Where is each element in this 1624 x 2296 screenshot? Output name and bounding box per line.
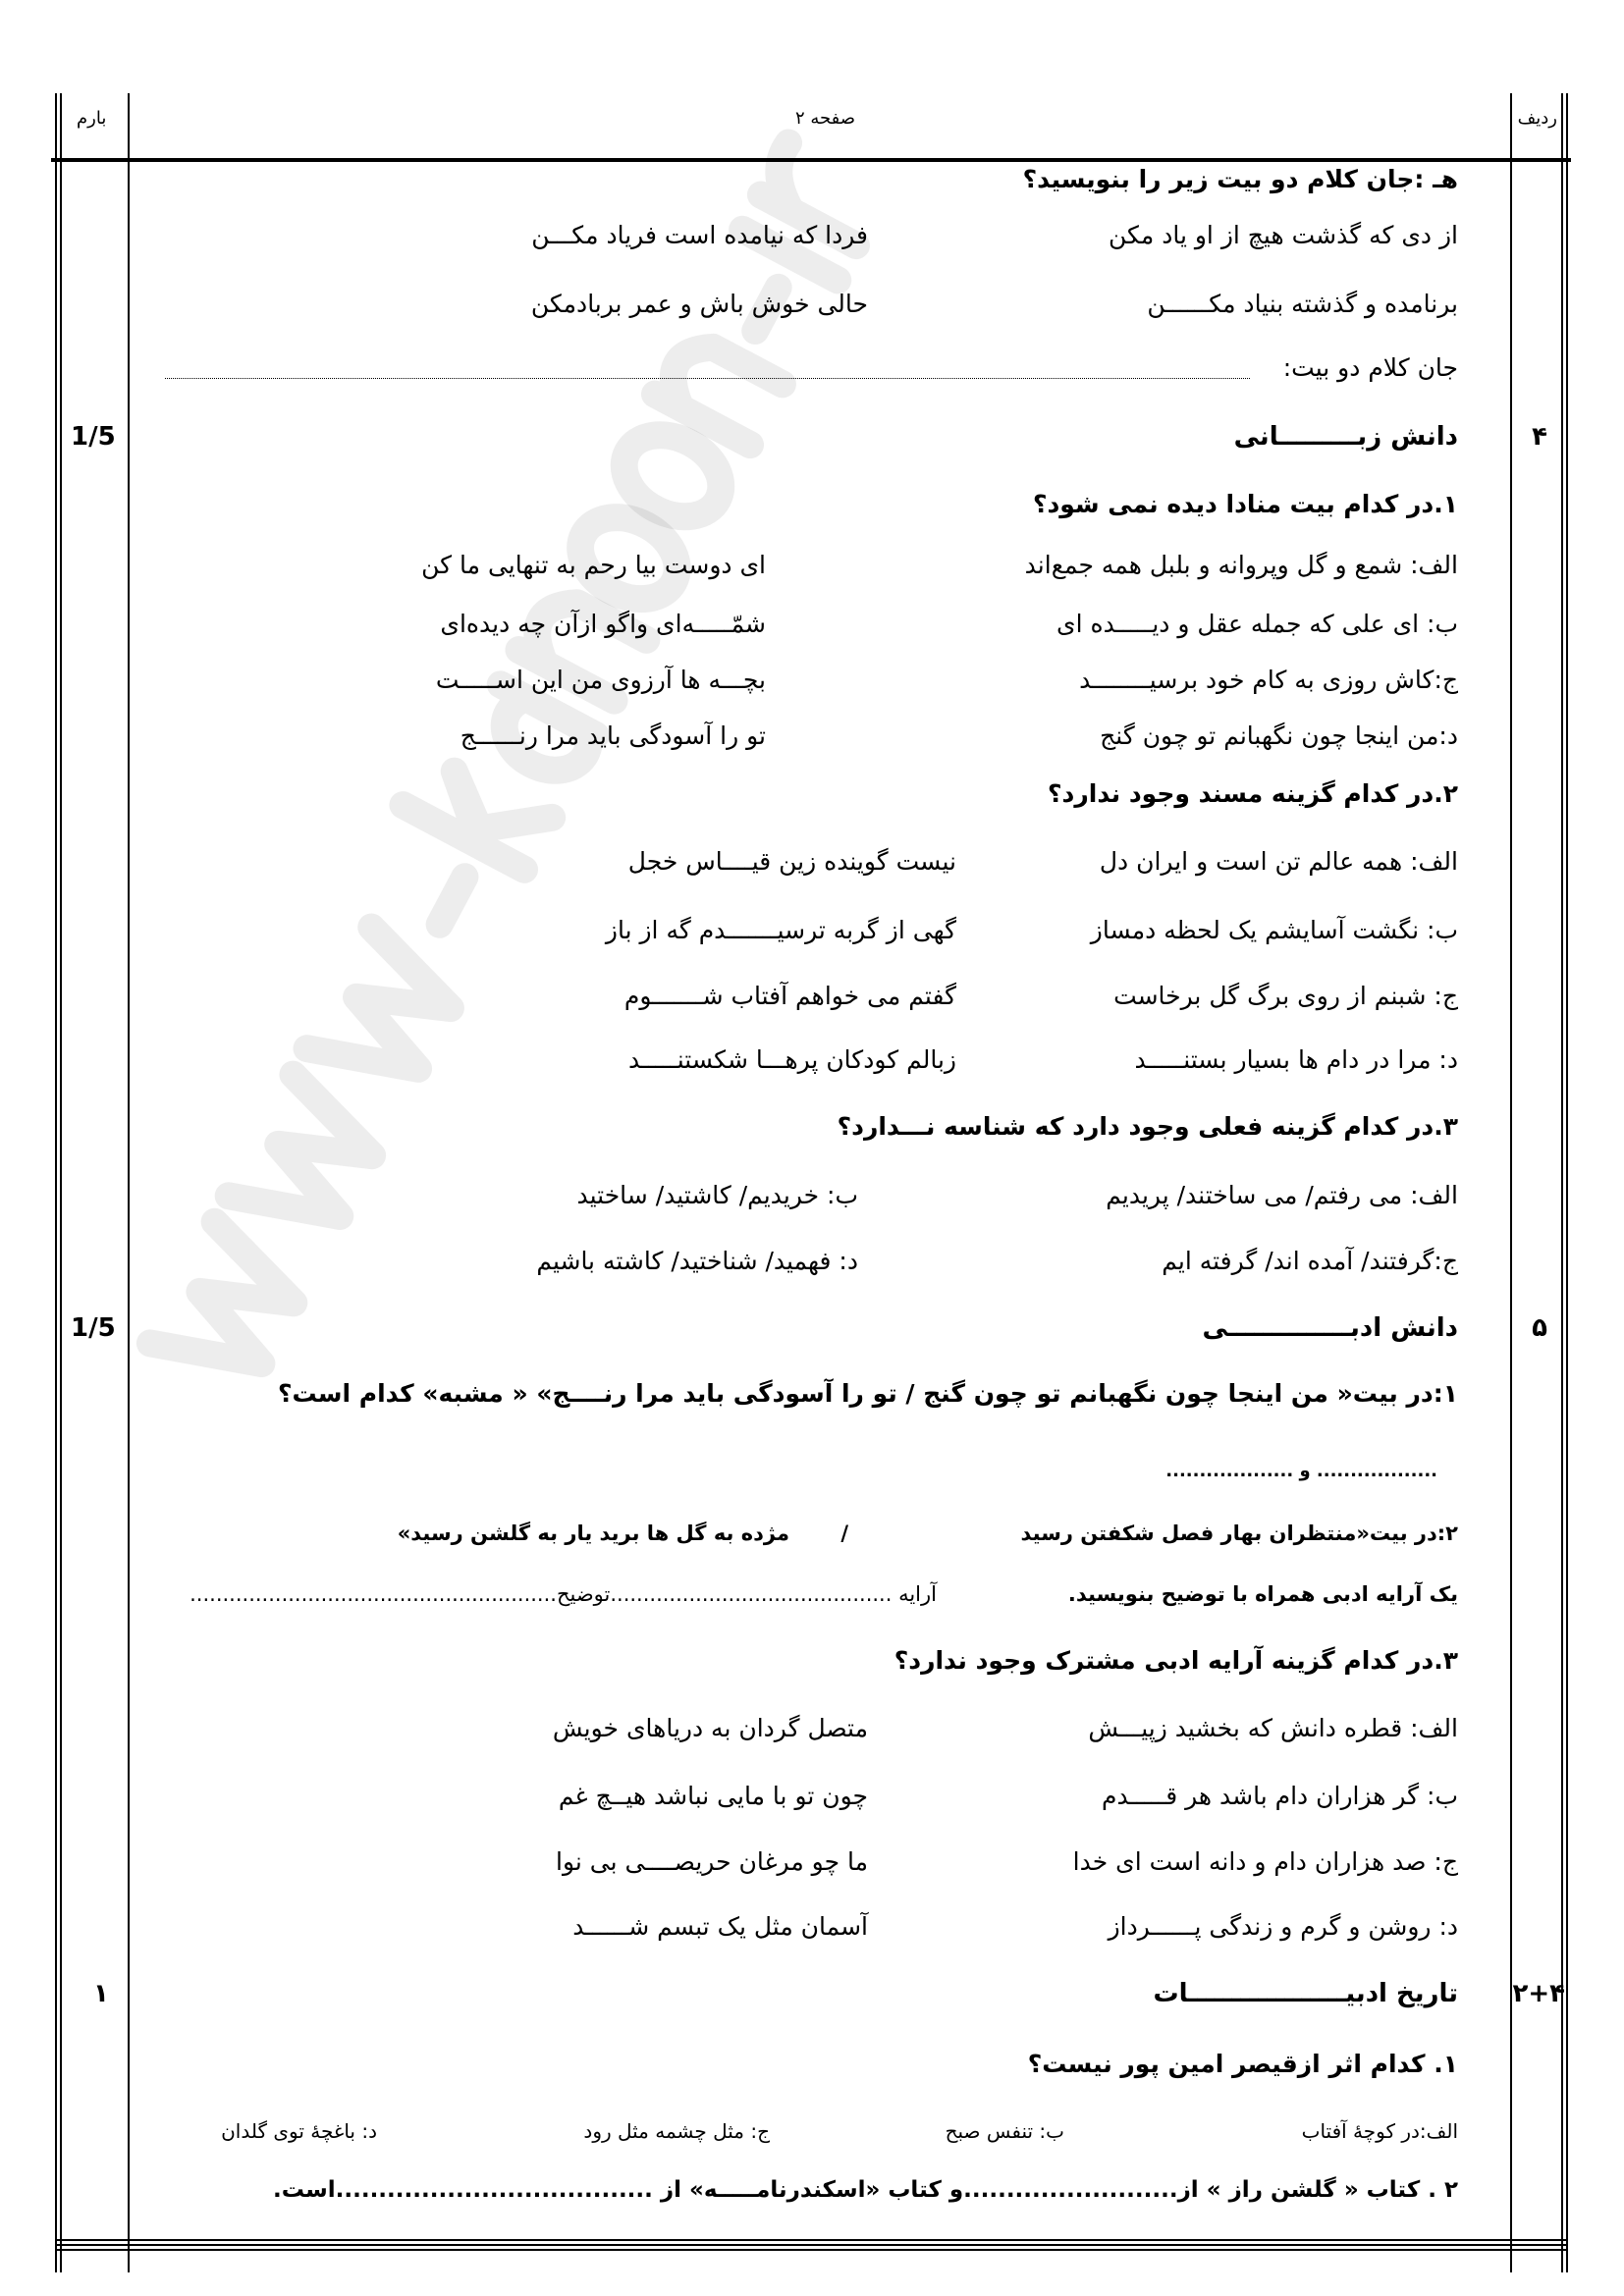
answer-label: جان کلام دو بیت:: [1282, 353, 1458, 382]
watermark-stroke-k: [403, 753, 552, 870]
verse-right: برنامده و گذشته بنیاد مکــــــن: [1147, 290, 1458, 318]
section-title: دانش ادبــــــــــــــی: [1202, 1313, 1458, 1343]
option-left: د: فهمید/ شناختید/ کاشته باشیم: [536, 1247, 858, 1275]
answer-fill[interactable]: آرایه ...........................................توضیح........................................................: [189, 1582, 937, 1606]
option-left: آسمان مثل یک تبسم شــــــد: [572, 1912, 868, 1941]
option-left: شمّـــــه‌ای واگو ازآن چه دیده‌ای: [440, 610, 766, 638]
option-c: ج: مثل چشمه مثل رود: [583, 2119, 770, 2143]
option-left: گهی از گربه ترسیـــــــدم گه از باز: [605, 916, 956, 944]
section-score: 1/5: [71, 1313, 116, 1343]
option-right: الف: شمع و گل وپروانه و بلبل همه جمع‌اند: [1024, 551, 1458, 579]
option-left: گفتم می خواهم آفتاب شـــــــوم: [623, 982, 956, 1010]
score-column-line: [128, 93, 130, 2272]
option-right: ج: شبنم از روی برگ گل برخاست: [1113, 982, 1458, 1010]
verse-left: فردا که نیامده است فریاد مکـــن: [531, 221, 868, 249]
frame-right-outer: [1561, 93, 1563, 2272]
option-left: ای دوست بیا رحم به تنهایی ما کن: [421, 551, 766, 579]
section-score: 1/5: [71, 422, 116, 452]
option-right: ب: گر هزاران دام باشد هر قـــــدم: [1102, 1782, 1458, 1810]
option-right: ج:کاش روزی به کام خود برسیــــــــد: [1079, 666, 1458, 694]
question: هـ :جان کلام دو بیت زیر را بنویسید؟: [1022, 165, 1458, 193]
watermark-stroke-w2: [229, 1075, 389, 1247]
question: ۲.در کدام گزینه مسند وجود ندارد؟: [1048, 779, 1458, 808]
option-right: الف: می رفتم/ می ساختند/ پریدیم: [1106, 1181, 1458, 1209]
option-b: ب: تنفس صبح: [945, 2119, 1064, 2143]
frame-right-outer2: [1566, 93, 1568, 2272]
option-right: ب: ای علی که جمله عقل و دیـــــده ای: [1056, 610, 1458, 638]
watermark-stroke-o2: [610, 419, 735, 533]
question: ۱. کدام اثر ازقیصر امین پور نیست؟: [1027, 2050, 1458, 2078]
row-column-header: ردیف: [1517, 108, 1557, 129]
verse-second-half: مژده به گل ها برید یار به گلشن رسید»: [397, 1522, 789, 1545]
section-row-number: ۵: [1532, 1313, 1547, 1343]
option-right: ج:گرفتند/ آمده اند/ گرفته ایم: [1162, 1247, 1458, 1275]
frame-left-outer2: [60, 93, 62, 2272]
section-row-number: ۲+۴: [1512, 1979, 1565, 2008]
option-left: تو را آسودگی باید مرا رنــــــج: [460, 721, 766, 750]
answer-dotted-line[interactable]: [165, 378, 1250, 379]
option-d: د: باغچهٔ توی گلدان: [221, 2119, 377, 2143]
verse-left: حالی خوش باش و عمر بربادمکن: [530, 290, 868, 318]
option-left: ب: خریدیم/ کاشتید/ ساختید: [576, 1181, 858, 1209]
option-a: الف:در کوچهٔ آفتاب: [1301, 2119, 1458, 2143]
verse-right: از دی که گذشت هیچ از او یاد مکن: [1109, 221, 1458, 249]
header-line: [51, 158, 1571, 162]
verse-first-half: ۲:در بیت«منتظران بهار فصل شکفتن رسید: [1020, 1522, 1458, 1545]
option-right: الف: قطره دانش که بخشید زپیـــش: [1088, 1714, 1458, 1742]
page-number: صفحه ۲: [795, 108, 856, 129]
section-title: تاریخ ادبیــــــــــــــــــات: [1153, 1979, 1458, 2008]
frame-left-outer: [55, 93, 57, 2272]
answer-blanks[interactable]: .................. و ...................: [1165, 1461, 1437, 1481]
option-left: نیست گوینده زین قیــــاس خجل: [627, 847, 956, 876]
option-right: د:من اینجا چون نگهبانم تو چون گنج: [1100, 721, 1458, 750]
question: ۱:در بیت« من اینجا چون نگهبانم تو چون گنج / تو را آسودگی باید مرا رنــــج» « مشبه» کدام است؟: [277, 1379, 1458, 1408]
option-left: ما چو مرغان حریصــــی بی نوا: [556, 1847, 868, 1876]
option-right: الف: همه عالم تن است و ایران دل: [1099, 847, 1458, 876]
bottom-line-3: [55, 2249, 1567, 2251]
section-row-number: ۴: [1532, 422, 1547, 452]
option-left: زبالم کودکان پرهـــا شکستنـــــد: [628, 1045, 956, 1074]
option-right: ج: صد هزاران دام و دانه است ای خدا: [1072, 1847, 1458, 1876]
question: ۲ . کتاب « گلشن راز » از.........................و کتاب «اسکندرنامـــــه» از .....................................است.: [273, 2177, 1458, 2203]
section-title: دانش زبـــــــــانی: [1233, 422, 1458, 452]
option-right: د: روشن و گرم و زندگی پــــــرداز: [1108, 1912, 1458, 1941]
watermark-stroke-w1: [150, 1222, 310, 1394]
option-left: بچـــه ها آرزوی من این اســـــت: [435, 666, 766, 694]
watermark-stroke-n2: [655, 334, 783, 445]
watermark-stroke-dash: [440, 877, 465, 925]
row-column-line: [1510, 93, 1512, 2272]
bottom-line-2: [55, 2244, 1567, 2246]
option-right: ب: نگشت آسایشم یک لحظه دمساز: [1090, 916, 1458, 944]
option-left: چون تو با مایی نباشد هیــچ غم: [558, 1782, 868, 1810]
verse-separator: /: [840, 1522, 848, 1545]
watermark-stroke-w3: [306, 928, 466, 1099]
option-right: د: مرا در دام ها بسیار بستنـــــد: [1134, 1045, 1458, 1074]
bottom-line-1: [55, 2239, 1567, 2241]
section-score: ۱: [93, 1979, 109, 2008]
question: ۳.در کدام گزینه آرایه ادبی مشترک وجود ندارد؟: [893, 1646, 1458, 1675]
score-column-header: بارم: [77, 108, 107, 129]
option-left: متصل گردان به دریاهای خویش: [552, 1714, 868, 1742]
question: ۳.در کدام گزینه فعلی وجود دارد که شناسه نـــدارد؟: [837, 1112, 1458, 1141]
question: ۱.در کدام بیت منادا دیده نمی شود؟: [1032, 490, 1458, 518]
instruction: یک آرایه ادبی همراه با توضیح بنویسید.: [1067, 1582, 1458, 1606]
